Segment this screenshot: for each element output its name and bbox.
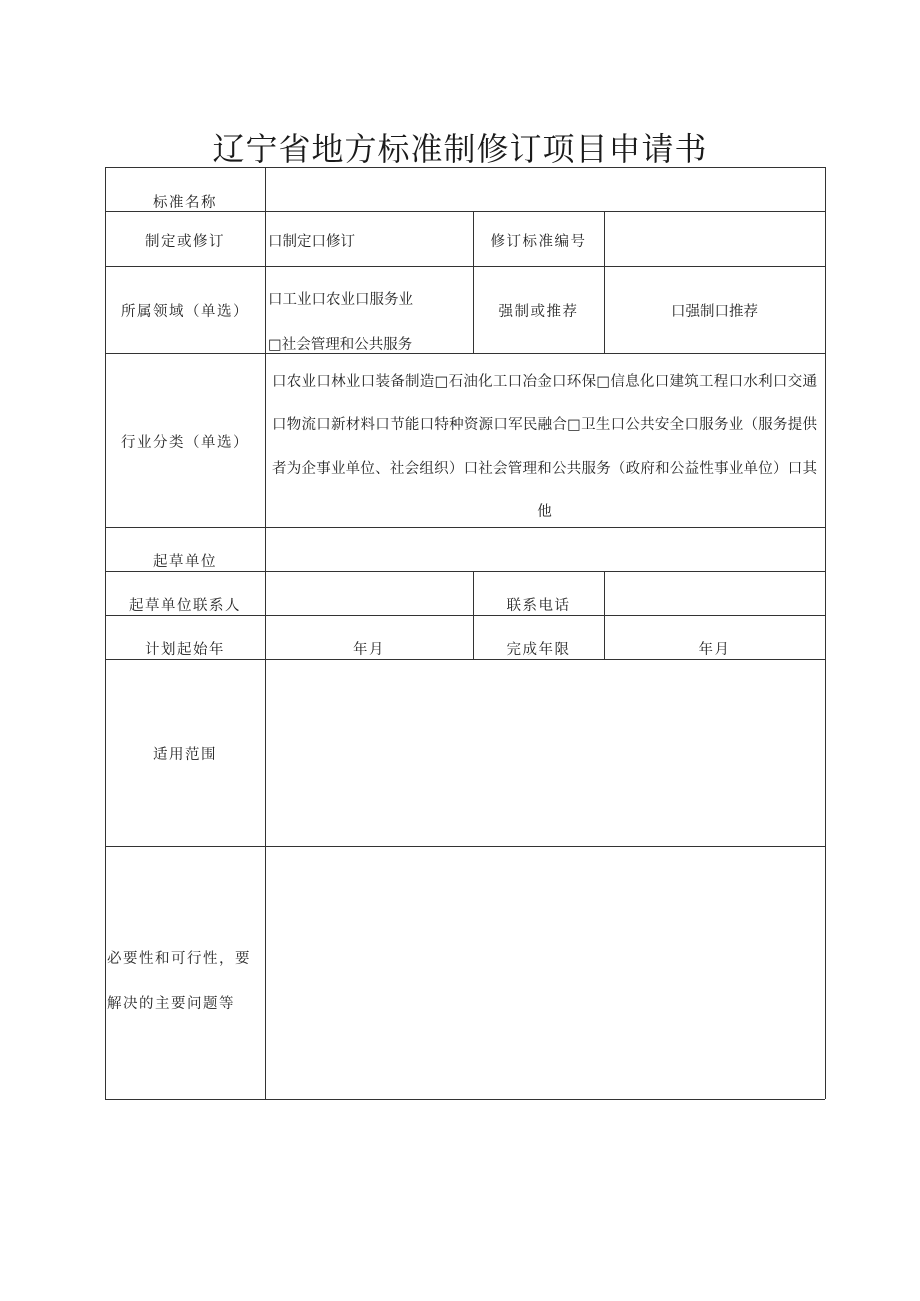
contact-label: 起草单位联系人 (129, 598, 241, 614)
phone-label: 联系电话 (506, 598, 571, 614)
necessity-label-line2: 解决的主要问题等 (107, 996, 235, 1012)
deadline-label: 完成年限 (506, 642, 571, 658)
mandatory-label: 强制或推荐 (498, 304, 579, 320)
field-options-line1[interactable]: 口工业口农业口服务业 (268, 292, 413, 308)
row-divider (105, 571, 825, 572)
start-year-field[interactable]: 年月 (353, 642, 385, 658)
field-options-line2[interactable]: □社会管理和公共服务 (268, 337, 413, 353)
column-divider (604, 211, 605, 353)
industry-options[interactable]: 口农业口林业口装备制造□石油化工口冶金口环保□信息化口建筑工程口水利口交通口物流口新材料口节能口特种资源口军民融合□卫生口公共安全口服务业（服务提供者为企事业单位、社会组织）口社会管理和公共服务（政府和公益性事业单位）口其他 (272, 374, 817, 520)
column-divider (265, 167, 266, 1099)
revise-type-options[interactable]: 口制定口修订 (268, 234, 355, 250)
necessity-label-line1: 必要性和可行性，要 (107, 951, 251, 967)
table-border (825, 167, 826, 1099)
table-border (105, 1099, 825, 1100)
scope-label: 适用范围 (153, 747, 217, 763)
row-divider (105, 615, 825, 616)
deadline-field[interactable]: 年月 (698, 642, 731, 658)
industry-label: 行业分类（单选） (121, 435, 249, 451)
row-divider (105, 353, 825, 354)
field-label: 所属领域（单选） (121, 304, 249, 320)
page-title: 辽宁省地方标准制修订项目申请书 (212, 130, 708, 168)
revise-type-label: 制定或修订 (145, 234, 225, 250)
revise-number-label: 修订标准编号 (490, 234, 587, 250)
application-form (105, 167, 825, 1100)
start-year-label: 计划起始年 (145, 642, 225, 658)
standard-name-label: 标准名称 (153, 195, 217, 211)
row-divider (105, 266, 825, 267)
row-divider (105, 846, 825, 847)
row-divider (105, 659, 825, 660)
table-border (105, 167, 825, 168)
mandatory-options[interactable]: 口强制口推荐 (671, 304, 758, 320)
drafting-unit-label: 起草单位 (153, 554, 217, 570)
